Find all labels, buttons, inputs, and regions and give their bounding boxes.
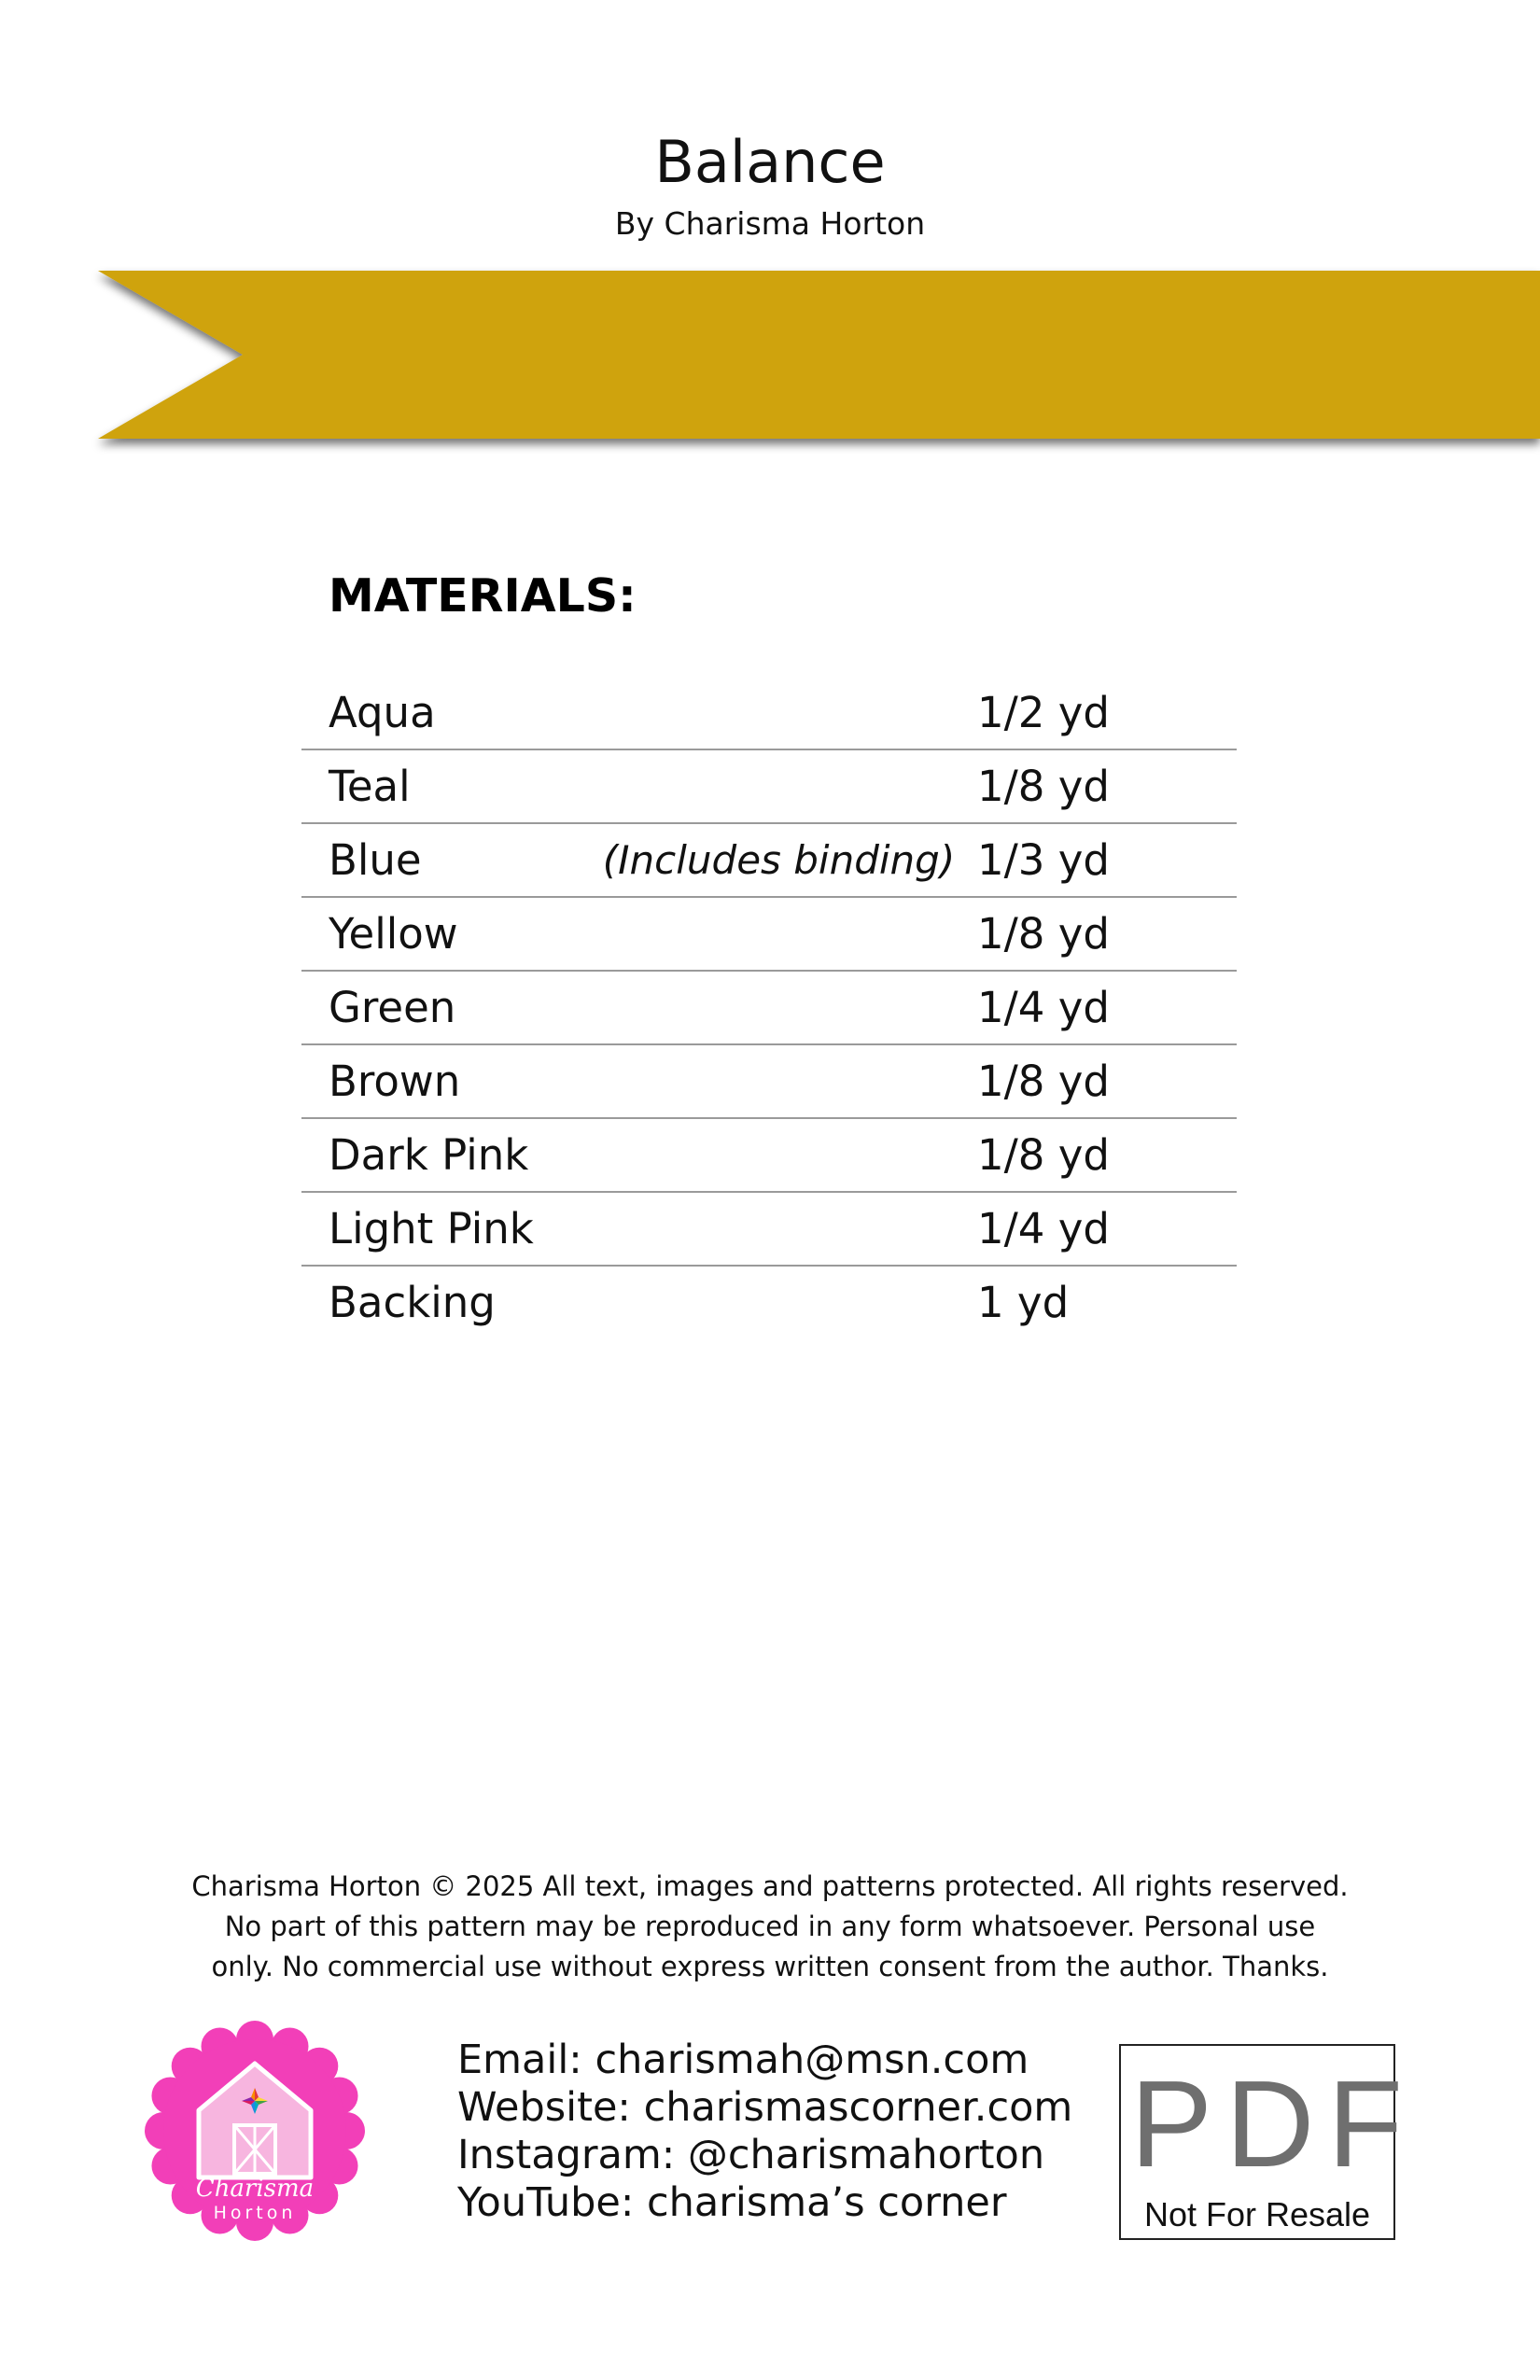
material-amount: 1/8 yd [977,1118,1237,1192]
materials-row [301,749,1237,823]
materials-row [301,677,1237,749]
material-name: Backing [329,1278,496,1327]
material-amount: 1/3 yd [977,823,1237,897]
banner-ribbon [98,271,1540,439]
material-name: Brown [301,1044,581,1118]
material-amount: 1/4 yd [977,971,1237,1044]
materials-row [301,1118,1237,1192]
material-name: Aqua [301,677,581,749]
material-name: Green [301,971,581,1044]
copyright-line: No part of this pattern may be reproduced in any form whatsoever. Personal use [224,1911,1316,1942]
author-byline: By Charisma Horton [614,205,926,242]
copyright-line: only. No commercial use without express written consent from the author. Thanks. [211,1951,1329,1982]
materials-row [301,1192,1237,1266]
logo-text-horton: Horton [213,2203,297,2223]
page-title: Balance [654,128,886,196]
material-name: Yellow [301,897,581,971]
material-note [581,971,977,1044]
contact-website: Website: charismascorner.com [457,2084,1073,2131]
materials-table [301,677,1237,1338]
materials-row [301,971,1237,1044]
gold-banner [89,261,1540,457]
material-name: Blue [301,823,581,897]
contact-email: Email: charismah@msn.com [457,2037,1029,2083]
copyright-line: Charisma Horton © 2025 All text, images and patterns protected. All rights reserved. [191,1870,1349,1902]
charisma-horton-logo [145,2021,365,2241]
materials-row [301,1266,1237,1338]
materials-row [301,1044,1237,1118]
material-note [581,677,977,749]
contact-youtube: YouTube: charisma’s corner [457,2179,1007,2226]
material-note [581,1044,977,1118]
copyright-notice [187,1867,1353,1987]
materials-row [301,897,1237,971]
material-name: Light Pink [301,1192,581,1266]
material-amount: 1/8 yd [977,749,1237,823]
material-amount: 1/2 yd [977,677,1237,749]
material-note [581,897,977,971]
material-note [581,749,977,823]
material-note [581,1118,977,1192]
material-amount: 1/8 yd [977,1044,1237,1118]
material-note: (Includes binding) [581,823,977,897]
pdf-badge-word: PDF [1130,2055,1416,2192]
material-name: Dark Pink [301,1118,581,1192]
material-amount: 1/8 yd [977,897,1237,971]
pdf-badge-subtitle: Not For Resale [1143,2195,1371,2233]
material-note [581,1266,977,1338]
material-amount: 1/4 yd [977,1192,1237,1266]
pdf-not-for-resale-badge [1119,2044,1416,2240]
logo-text-charisma: Charisma [195,2175,315,2203]
materials-row [301,823,1237,897]
material-name: Teal [301,749,581,823]
material-amount: 1 yd [977,1278,1070,1327]
contact-info [457,2037,1072,2227]
materials-heading: MATERIALS: [329,569,637,623]
material-note [581,1192,977,1266]
contact-instagram: Instagram: @charismahorton [457,2132,1045,2178]
